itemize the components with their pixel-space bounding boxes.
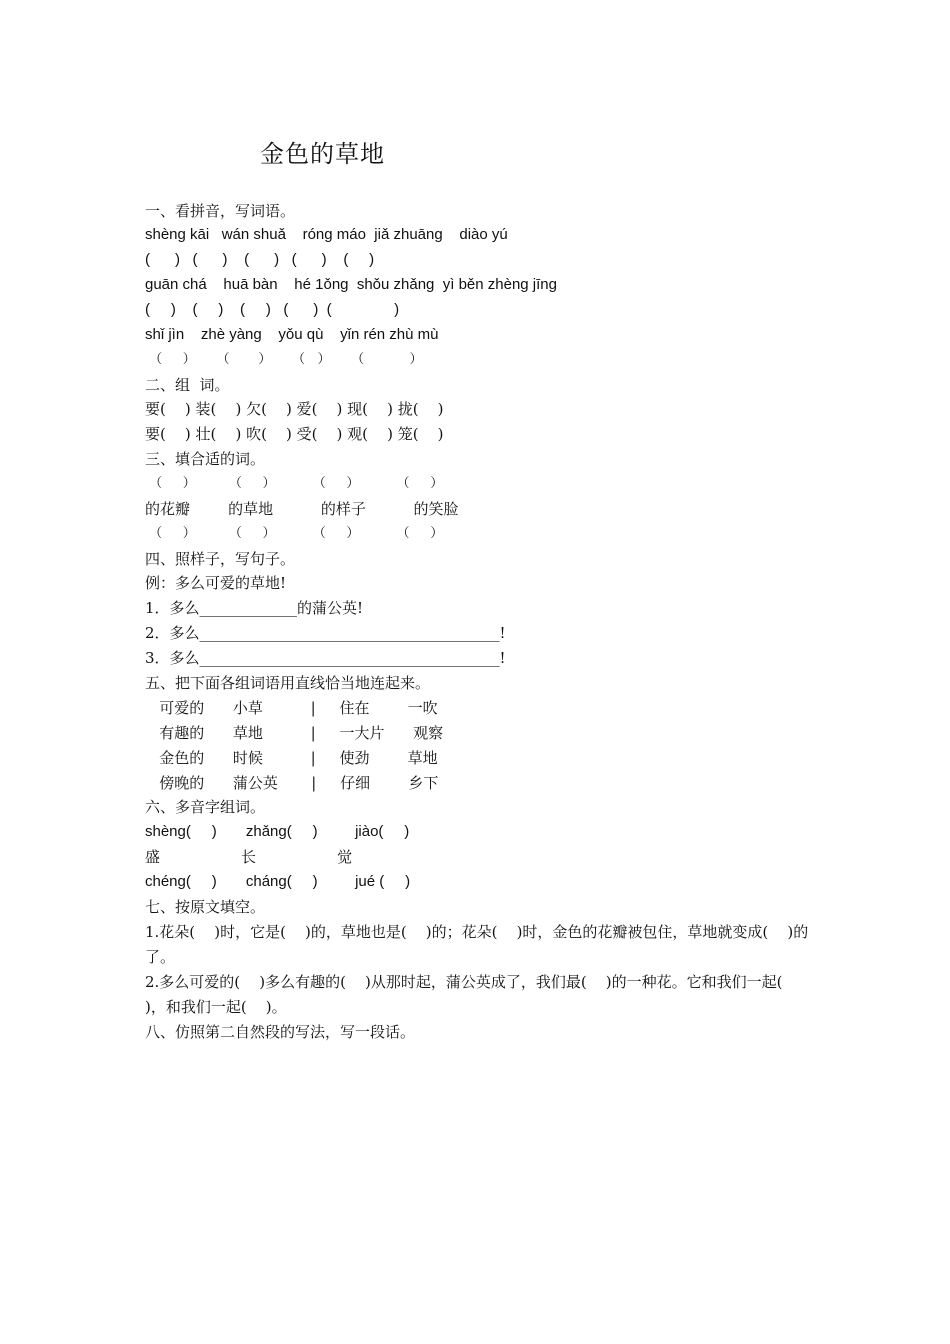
- worksheet-line: 三、填合适的词。: [145, 450, 266, 468]
- worksheet-line: ( ) ( ) ( ) ( ) ( ): [145, 251, 375, 268]
- worksheet-line: 金色的 时候 | 使劲 草地: [145, 749, 438, 767]
- worksheet-line: 的花瓣 的草地 的样子 的笑脸: [145, 500, 459, 518]
- worksheet-line: 要( ) 装( ) 欠( ) 爱( ) 现( ) 拢( ): [145, 400, 444, 418]
- worksheet-line: 要( ) 壮( ) 吹( ) 受( ) 观( ) 笼( ): [145, 425, 444, 443]
- page-title: 金色的草地: [260, 140, 385, 168]
- worksheet-line: （ ） （ ） （ ） （ ）: [145, 526, 444, 541]
- worksheet-line: shèng kāi wán shuǎ róng máo jiǎ zhuāng diào yú: [145, 226, 508, 243]
- worksheet-line: shèng( ) zhǎng( ) jiào( ): [145, 823, 410, 840]
- worksheet-line: 1．多么_____________的蒲公英!: [145, 599, 364, 617]
- worksheet-line: 二、组 词。: [145, 376, 230, 394]
- worksheet-line: 例：多么可爱的草地!: [145, 574, 287, 592]
- worksheet-line: （ ） （ ） （ ） （ ）: [145, 352, 423, 367]
- worksheet-line: ( ) ( ) ( ) ( ) ( ): [145, 301, 400, 318]
- worksheet-line: 1.花朵( )时，它是( )的，草地也是( )的；花朵( )时，金色的花瓣被包住，草地就变成( )的: [145, 923, 809, 941]
- worksheet-line: 3．多么________________________________________!: [145, 649, 506, 667]
- worksheet-line: 四、照样子，写句子。: [145, 550, 296, 568]
- worksheet-line: 2.多么可爱的( )多么有趣的( )从那时起，蒲公英成了，我们最( )的一种花。它和我们一起(: [145, 973, 783, 991]
- worksheet-line: 盛 长 觉: [145, 848, 353, 866]
- worksheet-line: 六、多音字组词。: [145, 798, 266, 816]
- worksheet-line: 有趣的 草地 | 一大片 观察: [145, 724, 444, 742]
- worksheet-line: shǐ jìn zhè yàng yǒu qù yǐn rén zhù mù: [145, 326, 439, 343]
- worksheet-line: guān chá huā bàn hé 1ǒng shǒu zhǎng yì běn zhèng jīng: [145, 276, 557, 293]
- worksheet-line: 傍晚的 蒲公英 | 仔细 乡下: [145, 774, 439, 792]
- worksheet-line: 七、按原文填空。: [145, 898, 266, 916]
- worksheet-line: 八、仿照第二自然段的写法，写一段话。: [145, 1023, 416, 1041]
- worksheet-line: （ ） （ ） （ ） （ ）: [145, 476, 444, 491]
- worksheet-line: 五、把下面各组词语用直线恰当地连起来。: [145, 674, 431, 692]
- worksheet-line: chéng( ) cháng( ) jué ( ): [145, 873, 411, 890]
- worksheet-line: 了。: [145, 948, 176, 966]
- worksheet-line: 一、看拼音，写词语。: [145, 202, 296, 220]
- worksheet-line: 2．多么________________________________________!: [145, 624, 506, 642]
- worksheet-line: 可爱的 小草 | 住在 一吹: [145, 699, 438, 717]
- worksheet-line: )，和我们一起( )。: [145, 998, 287, 1016]
